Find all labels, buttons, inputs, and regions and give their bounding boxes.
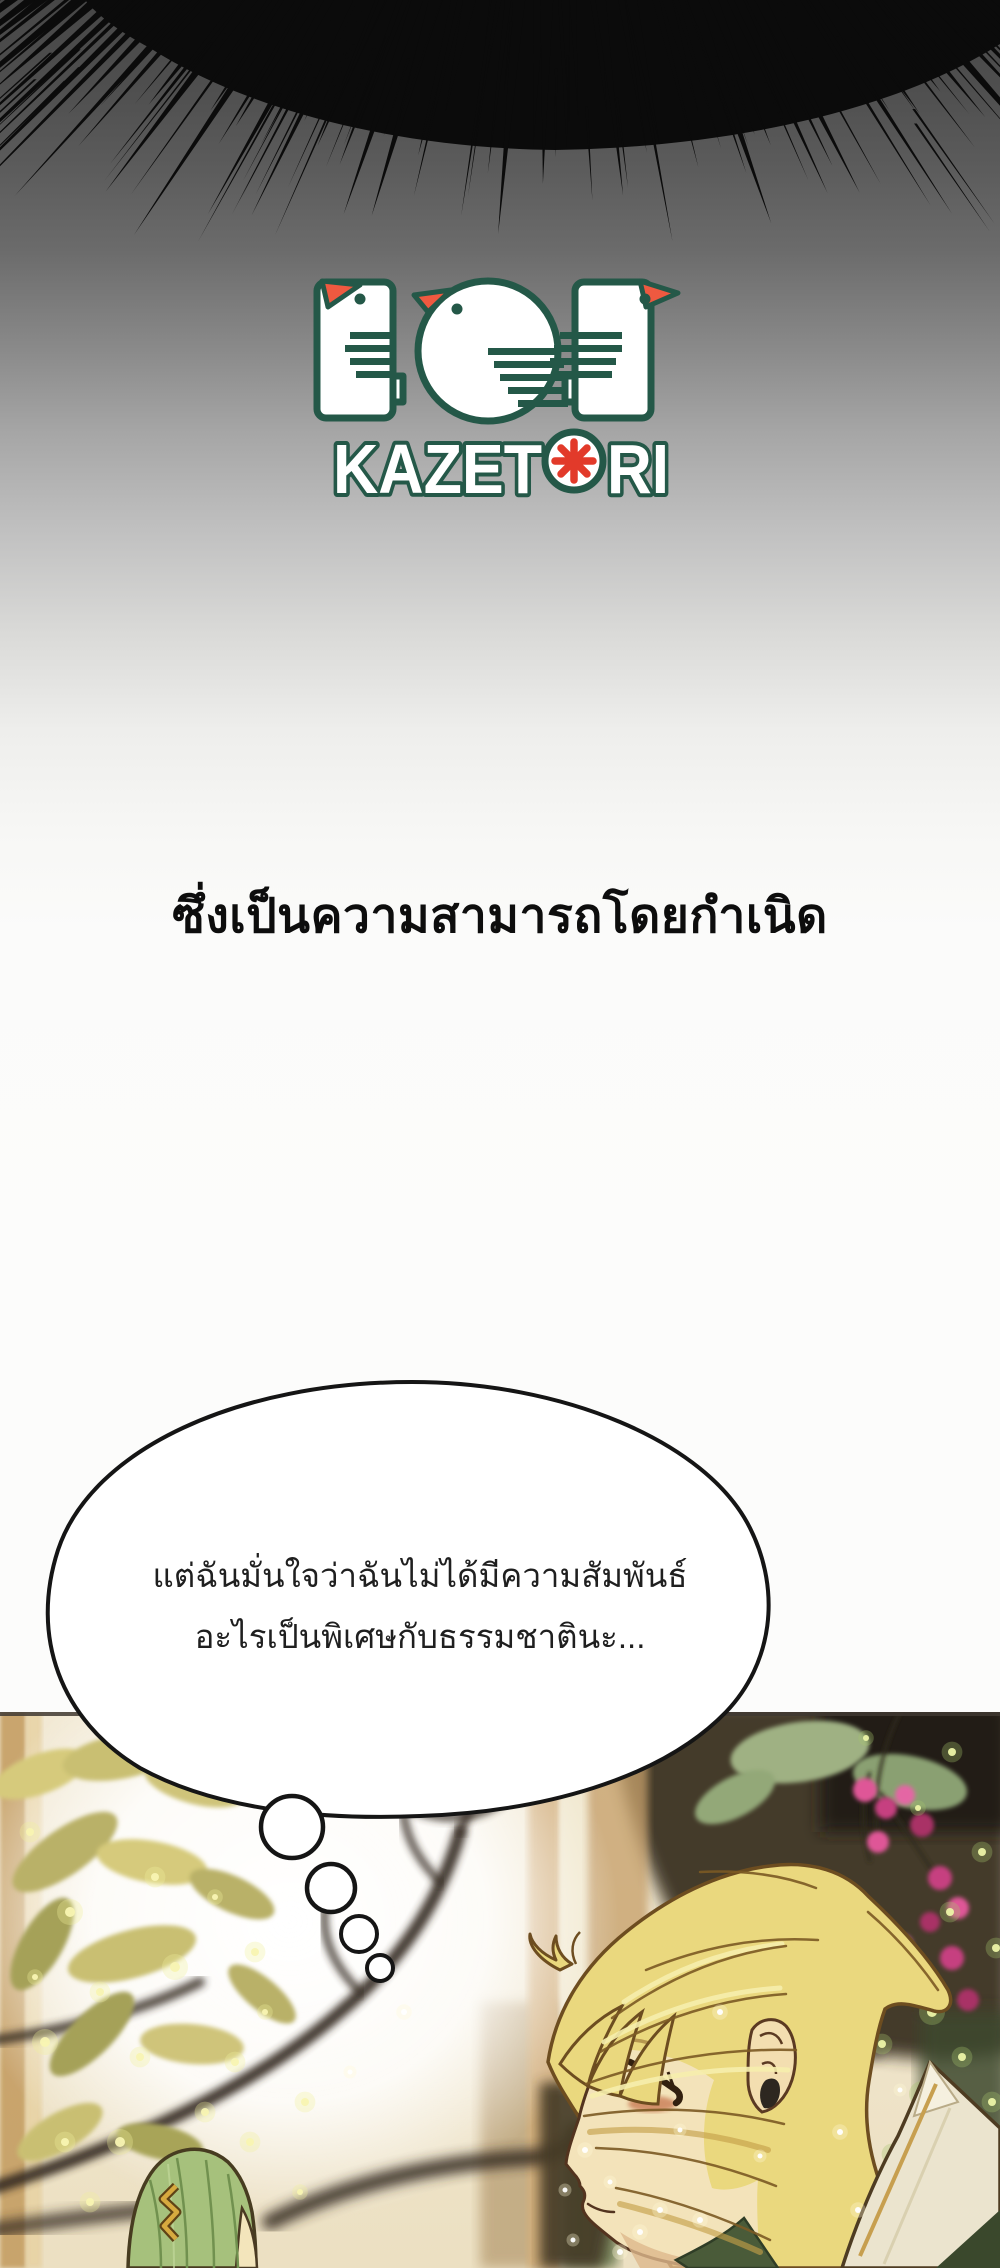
brand-prefix: KAZET xyxy=(333,430,542,508)
kazetori-logo xyxy=(0,260,1000,510)
thought-bubble xyxy=(0,1360,1000,2020)
brand-wordmark xyxy=(333,430,669,508)
trail-circle xyxy=(367,1955,393,1981)
trail-circle xyxy=(341,1916,377,1952)
trail-circle xyxy=(307,1864,355,1912)
star-icon xyxy=(545,432,603,490)
thought-bubble-text xyxy=(70,1545,770,1667)
thought-line-2: อะไรเป็นพิเศษกับธรรมชาตินะ... xyxy=(194,1618,646,1656)
bird-left-icon xyxy=(317,281,403,418)
speed-lines-burst-icon xyxy=(0,0,1000,270)
brand-suffix: RI xyxy=(607,430,669,508)
trail-circle xyxy=(261,1796,323,1858)
thought-line-1: แต่ฉันมั่นใจว่าฉันไม่ได้มีความสัมพันธ์ xyxy=(152,1557,688,1594)
narration-caption: ซึ่งเป็นความสามารถโดยกำเนิด xyxy=(172,890,828,943)
bird-center-icon xyxy=(414,281,570,421)
bird-right-icon xyxy=(550,281,678,418)
thought-bubble-trail xyxy=(261,1796,393,1981)
